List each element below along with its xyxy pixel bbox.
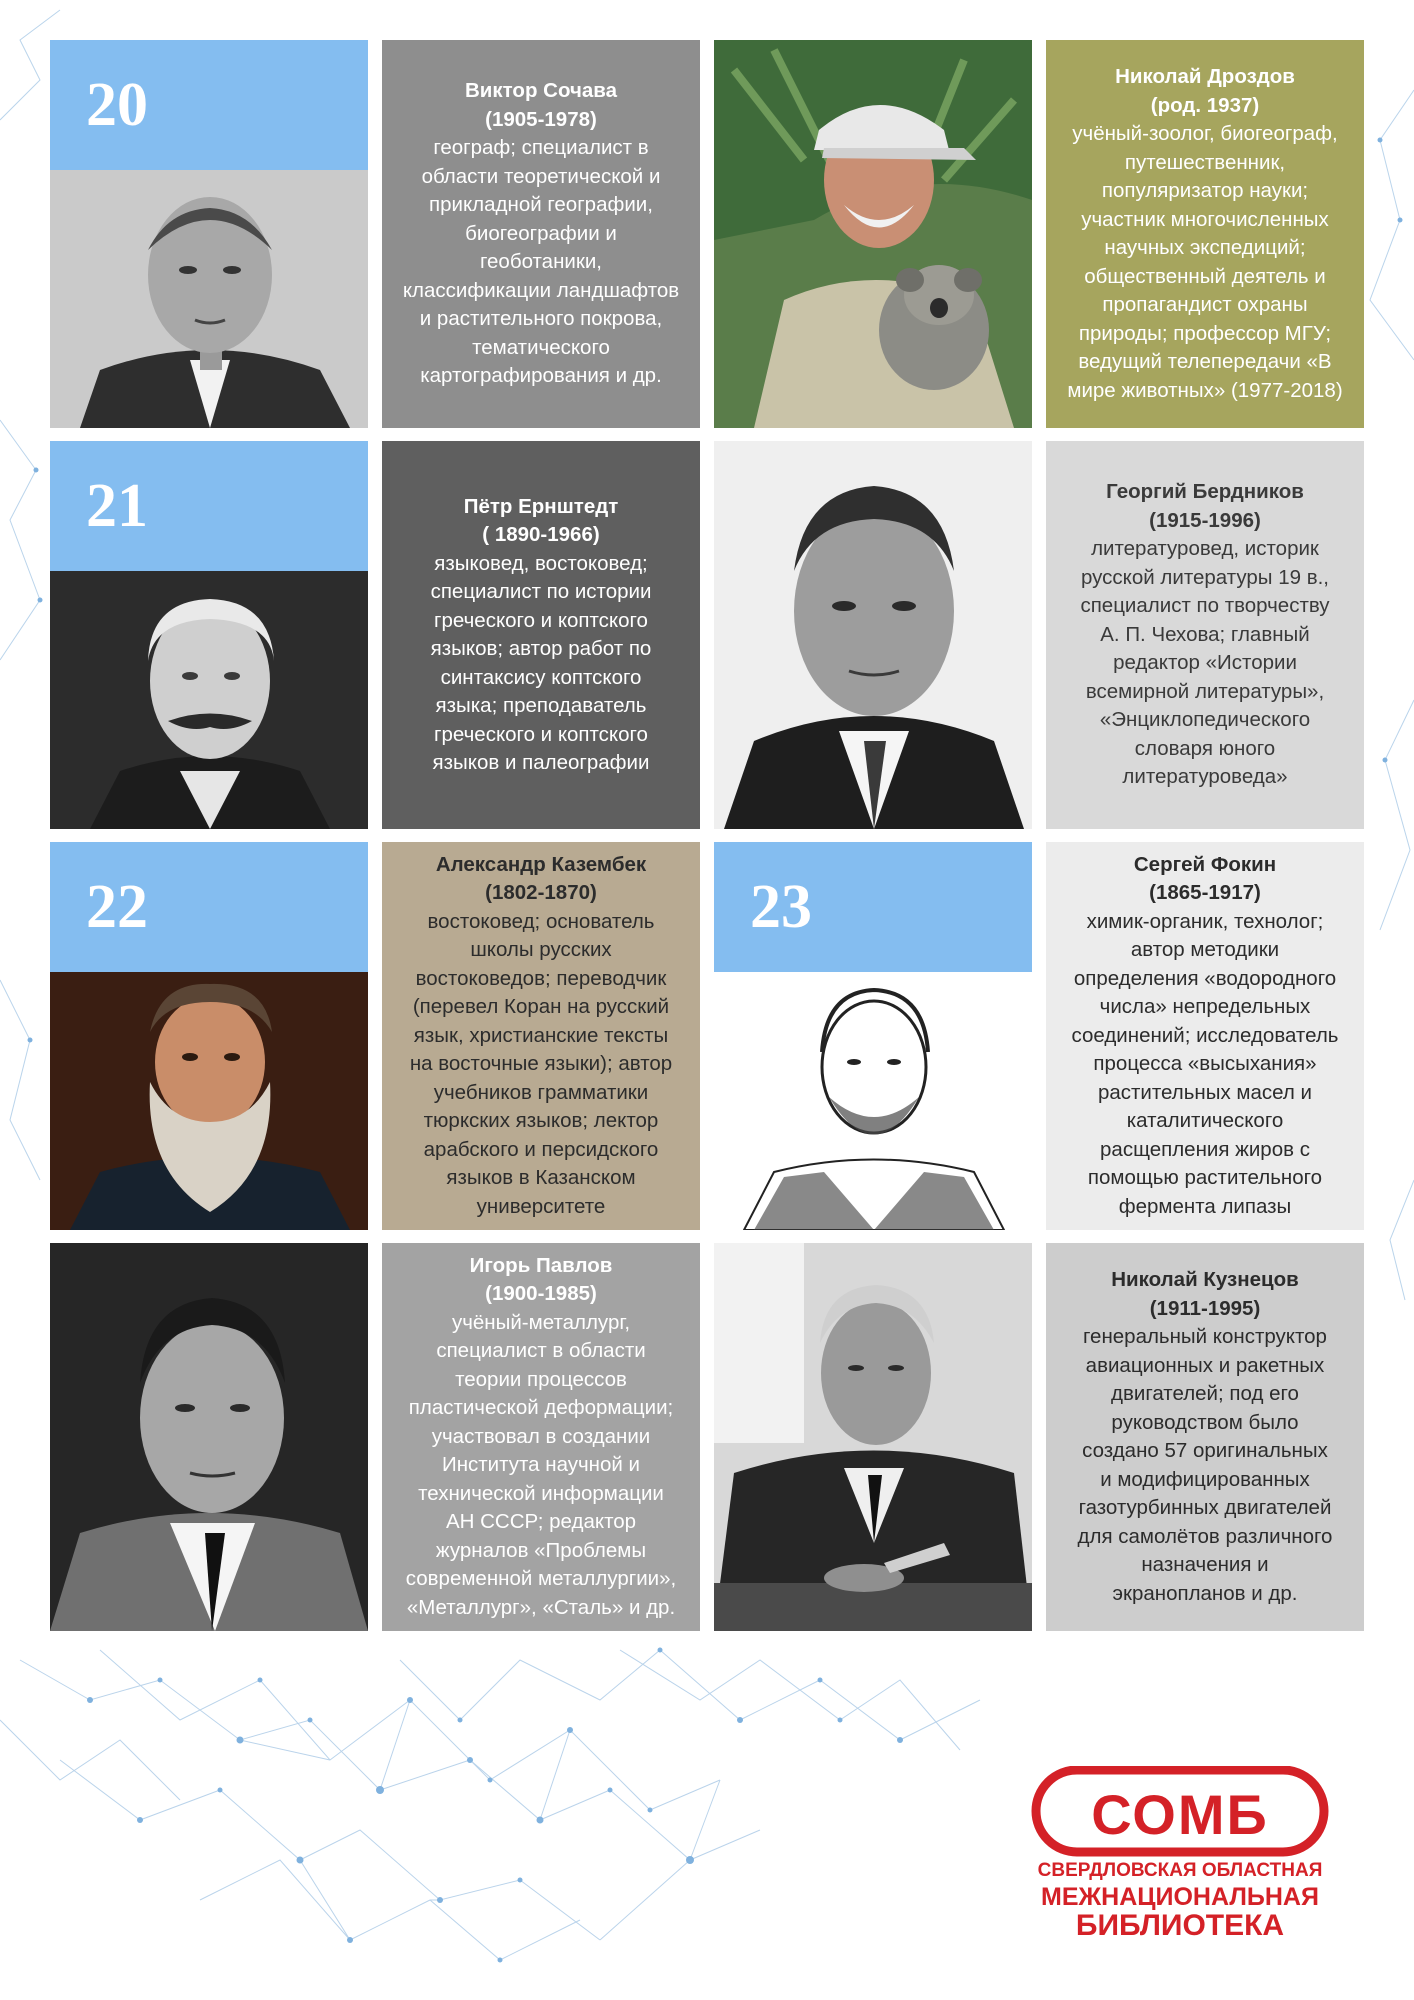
- library-name-line: МЕЖНАЦИОНАЛЬНАЯ: [1041, 1883, 1319, 1911]
- description-line: автор методики: [1130, 938, 1280, 962]
- number-badge: [50, 842, 368, 972]
- number-label: 20: [86, 71, 148, 139]
- person-years: (1915-1996): [1149, 508, 1261, 532]
- bio-card-kuznetsov: [1046, 1243, 1364, 1631]
- person-description: [1067, 120, 1342, 405]
- person-years: ( 1890-1966): [482, 523, 600, 546]
- description-line: специалист по творчеству: [1080, 594, 1330, 618]
- description-line: технической информации: [418, 1481, 664, 1505]
- description-line: пластической деформации;: [408, 1396, 674, 1420]
- description-line: АН СССР; редактор: [445, 1510, 637, 1534]
- person-years: (1865-1917): [1149, 881, 1261, 905]
- description-line: соединений; исследователь: [1071, 1023, 1339, 1047]
- person-description: [410, 908, 672, 1222]
- description-line: языков и палеографии: [432, 751, 650, 774]
- description-line: (перевел Коран на русский: [412, 995, 670, 1019]
- description-line: тюркских языков; лектор: [423, 1109, 659, 1133]
- bio-card-kazembek: [382, 842, 700, 1230]
- description-line: руководством было: [1111, 1410, 1299, 1434]
- description-line: «Энциклопедического: [1099, 708, 1311, 732]
- portrait-photo: [714, 972, 1032, 1230]
- portrait-tile-sochava: [50, 40, 368, 428]
- description-line: и растительного покрова,: [419, 307, 663, 331]
- person-name: Александр Казембек: [435, 852, 647, 876]
- portrait-tile-pavlov: [50, 1243, 368, 1631]
- description-line: русской литературы 19 в.,: [1080, 565, 1329, 589]
- description-line: процесса «высыхания»: [1093, 1052, 1317, 1076]
- description-line: прикладной географии,: [429, 193, 653, 217]
- description-line: научных экспедиций;: [1104, 236, 1306, 259]
- person-years: (1900-1985): [485, 1282, 597, 1306]
- description-line: путешественник,: [1124, 150, 1286, 174]
- description-line: участвовал в создании: [431, 1424, 651, 1448]
- description-line: мире животных» (1977-2018): [1067, 378, 1343, 402]
- description-line: учёный-зоолог, биогеограф,: [1072, 122, 1338, 145]
- portrait-tile-kuznetsov: [714, 1243, 1032, 1631]
- person-years: (1905-1978): [485, 107, 597, 131]
- person-description: [406, 1309, 676, 1623]
- description-line: журналов «Проблемы: [435, 1538, 647, 1562]
- description-line: участник многочисленных: [1081, 207, 1329, 231]
- portrait-tile-berdnikov: [714, 441, 1032, 829]
- description-line: классификации ландшафтов: [402, 278, 680, 302]
- bio-card-fokin: [1046, 842, 1364, 1230]
- description-line: востоковед; основатель: [427, 909, 655, 933]
- person-name: Виктор Сочава: [464, 79, 618, 103]
- description-line: расщепления жиров с: [1100, 1137, 1310, 1161]
- portrait-photo: [714, 441, 1032, 829]
- description-line: определения «водородного: [1073, 966, 1337, 990]
- description-line: литературовед, историк: [1091, 537, 1319, 561]
- description-line: специалист по истории: [430, 580, 652, 603]
- description-line: литературоведа»: [1122, 765, 1288, 789]
- description-line: «Металлург», «Сталь» и др.: [406, 1595, 676, 1619]
- library-name-line: СВЕРДЛОВСКАЯ ОБЛАСТНАЯ: [1037, 1860, 1323, 1881]
- person-name: Георгий Бердников: [1106, 480, 1304, 504]
- person-name: Николай Дроздов: [1115, 65, 1295, 88]
- description-line: природы; профессор МГУ;: [1078, 321, 1332, 345]
- description-line: для самолётов различного: [1077, 1524, 1333, 1548]
- logo-mark: СОМБ: [1091, 1783, 1269, 1846]
- person-years: (1911-1995): [1149, 1296, 1261, 1320]
- bio-card-drozdov: [1046, 40, 1364, 428]
- bio-card-sochava: [382, 40, 700, 428]
- description-line: создано 57 оригинальных: [1082, 1439, 1328, 1462]
- description-line: пропагандист охраны: [1102, 293, 1308, 316]
- description-line: и модифицированных: [1100, 1467, 1310, 1491]
- description-line: арабского и персидского: [423, 1137, 659, 1161]
- description-line: химик-органик, технолог;: [1086, 909, 1324, 933]
- person-description: [403, 134, 679, 391]
- description-line: авиационных и ракетных: [1085, 1353, 1325, 1377]
- person-name: Пётр Ернштедт: [463, 494, 619, 518]
- description-line: учебников грамматики: [433, 1080, 649, 1104]
- portrait-tile-fokin: [714, 842, 1032, 1230]
- description-line: двигателей; под его: [1111, 1382, 1299, 1405]
- library-name-line: БИБЛИОТЕКА: [1075, 1909, 1285, 1942]
- description-line: школы русских: [470, 938, 612, 962]
- person-years: (1802-1870): [485, 881, 597, 905]
- portrait-photo: [714, 40, 1032, 428]
- number-label: 22: [86, 873, 148, 941]
- description-line: А. П. Чехова; главный: [1100, 622, 1310, 646]
- description-line: газотурбинных двигателей: [1078, 1496, 1332, 1519]
- portrait-tile-kazembek: [50, 842, 368, 1230]
- description-line: каталитического: [1126, 1109, 1284, 1133]
- description-line: языковед, востоковед;: [434, 551, 648, 575]
- description-line: числа» непредельных: [1099, 995, 1311, 1019]
- description-line: теории процессов: [455, 1367, 627, 1391]
- description-line: специалист в области: [436, 1339, 646, 1363]
- number-badge: [50, 40, 368, 170]
- description-line: растительных масел и: [1097, 1080, 1312, 1104]
- person-name: Сергей Фокин: [1133, 852, 1277, 876]
- portrait-photo: [50, 972, 368, 1230]
- person-description: [1072, 908, 1339, 1222]
- portrait-photo: [50, 571, 368, 829]
- description-line: языков в Казанском: [446, 1166, 636, 1190]
- description-line: биогеографии и: [465, 221, 617, 245]
- portrait-photo: [714, 1243, 1032, 1631]
- description-line: словаря юного: [1134, 736, 1276, 760]
- description-line: всемирной литературы»,: [1085, 679, 1325, 703]
- number-badge: [50, 441, 368, 571]
- person-years: (род. 1937): [1150, 93, 1260, 117]
- library-name: [1030, 1858, 1330, 1942]
- person-description: [1078, 1323, 1333, 1608]
- description-line: области теоретической и: [421, 164, 661, 188]
- description-line: редактор «Истории: [1113, 651, 1297, 675]
- description-line: учёный-металлург,: [451, 1310, 631, 1334]
- description-line: ведущий телепередачи «В: [1078, 350, 1332, 373]
- description-line: языка; преподаватель: [435, 694, 647, 717]
- description-line: университете: [476, 1194, 606, 1218]
- bio-card-ernshtedt: [382, 441, 700, 829]
- description-line: тематического: [472, 335, 610, 359]
- person-description: [1080, 535, 1329, 792]
- description-line: популяризатор науки;: [1101, 179, 1309, 202]
- portrait-photo: [50, 1243, 368, 1631]
- description-line: экранопланов и др.: [1112, 1581, 1298, 1605]
- description-line: Института научной и: [441, 1453, 640, 1477]
- description-line: геоботаники,: [480, 250, 602, 274]
- description-line: генеральный конструктор: [1083, 1325, 1327, 1348]
- description-line: общественный деятель и: [1084, 264, 1326, 288]
- bio-card-pavlov: [382, 1243, 700, 1631]
- description-line: назначения и: [1141, 1553, 1269, 1576]
- description-line: помощью растительного: [1087, 1166, 1323, 1190]
- portrait-tile-ernshtedt: [50, 441, 368, 829]
- portrait-photo: [50, 170, 368, 428]
- description-line: на восточные языки); автор: [409, 1052, 673, 1076]
- description-line: географ; специалист в: [433, 136, 649, 160]
- description-line: греческого и коптского: [434, 722, 648, 746]
- description-line: язык, христианские тексты: [413, 1023, 669, 1047]
- description-line: языков; автор работ по: [430, 637, 652, 660]
- description-line: греческого и коптского: [434, 608, 648, 632]
- number-label: 23: [750, 873, 812, 941]
- number-badge: [714, 842, 1032, 972]
- number-label: 21: [86, 472, 148, 540]
- description-line: картографирования и др.: [420, 364, 662, 388]
- description-line: фермента липазы: [1118, 1194, 1292, 1218]
- description-line: синтаксису коптского: [440, 665, 642, 689]
- portrait-tile-drozdov: [714, 40, 1032, 428]
- description-line: современной металлургии»,: [405, 1567, 677, 1591]
- description-line: востоковедов; переводчик: [415, 966, 667, 990]
- person-name: Игорь Павлов: [469, 1253, 613, 1277]
- person-description: [431, 550, 652, 778]
- bio-card-berdnikov: [1046, 441, 1364, 829]
- person-name: Николай Кузнецов: [1111, 1268, 1299, 1291]
